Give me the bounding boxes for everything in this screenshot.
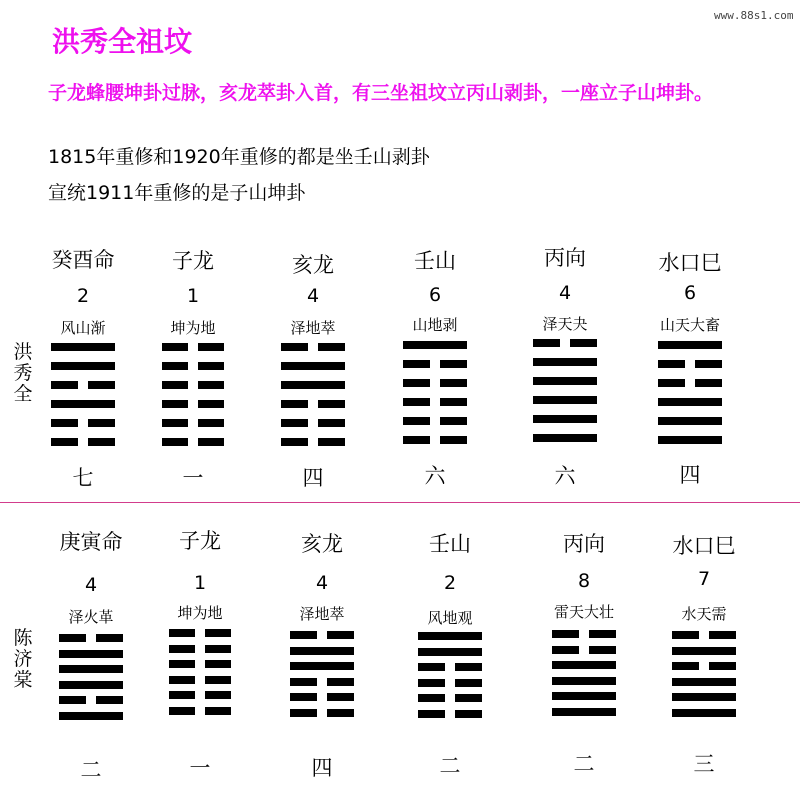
line-segment (533, 415, 597, 423)
line-segment (198, 419, 224, 427)
yang-line (552, 661, 616, 669)
line-segment (533, 434, 597, 442)
line-segment (162, 381, 188, 389)
line-segment (59, 650, 123, 658)
line-segment (162, 343, 188, 351)
yin-line (162, 362, 224, 370)
yang-line (672, 647, 736, 655)
line-segment (198, 400, 224, 408)
yin-line (403, 398, 467, 406)
yin-line (418, 694, 482, 702)
yang-line (59, 681, 123, 689)
line-segment (51, 381, 78, 389)
bottom-numeral: 四 (311, 756, 333, 780)
line-segment (205, 629, 231, 637)
column-number: 1 (193, 572, 207, 594)
hexagram (658, 341, 722, 444)
yang-line (658, 436, 722, 444)
bottom-numeral: 二 (80, 758, 102, 782)
hexagram (51, 343, 115, 446)
bottom-numeral: 二 (439, 754, 461, 778)
line-segment (169, 707, 195, 715)
hexagram-name: 水天需 (681, 605, 727, 623)
yin-line (169, 629, 231, 637)
line-segment (51, 343, 115, 351)
yin-line (162, 400, 224, 408)
line-segment (440, 436, 467, 444)
yin-line (658, 360, 722, 368)
column-number: 8 (577, 570, 591, 592)
line-segment (88, 438, 115, 446)
yang-line (552, 677, 616, 685)
column-number: 4 (558, 282, 572, 304)
line-segment (318, 419, 345, 427)
hexagram-name: 风山渐 (60, 319, 106, 337)
line-segment (162, 419, 188, 427)
yin-line (418, 663, 482, 671)
line-segment (533, 396, 597, 404)
line-segment (327, 709, 354, 717)
line-segment (59, 681, 123, 689)
line-segment (59, 712, 123, 720)
line-segment (290, 662, 354, 670)
bottom-numeral: 四 (679, 463, 701, 487)
line-segment (552, 677, 616, 685)
line-segment (51, 419, 78, 427)
line-segment (290, 678, 317, 686)
line-segment (589, 630, 616, 638)
yin-line (169, 676, 231, 684)
hexagram-name: 坤为地 (170, 319, 216, 337)
yin-line (281, 343, 345, 351)
yin-line (169, 660, 231, 668)
line-segment (709, 631, 736, 639)
column-label: 庚寅命 (59, 530, 123, 554)
intro-text: 子龙蜂腰坤卦过脉，亥龙萃卦入首，有三坐祖坟立丙山剥卦，一座立子山坤卦。 (48, 82, 714, 104)
yang-line (403, 341, 467, 349)
name-char: 全 (13, 383, 33, 405)
yin-line (59, 634, 123, 642)
line-segment (455, 663, 482, 671)
yang-line (533, 377, 597, 385)
yin-line (533, 339, 597, 347)
line-segment (169, 676, 195, 684)
yang-line (281, 362, 345, 370)
column-label: 癸酉命 (51, 248, 115, 272)
hexagram (418, 632, 482, 718)
yin-line (162, 438, 224, 446)
line-segment (552, 646, 579, 654)
yang-line (552, 708, 616, 716)
line-segment (418, 710, 445, 718)
hexagram-name: 泽地萃 (299, 605, 345, 623)
line-segment (440, 417, 467, 425)
line-segment (51, 400, 115, 408)
hexagram-name: 风地观 (427, 609, 473, 627)
column-number: 2 (76, 285, 90, 307)
line-segment (533, 377, 597, 385)
yin-line (403, 360, 467, 368)
column-number: 1 (186, 285, 200, 307)
line-segment (169, 691, 195, 699)
line-segment (418, 694, 445, 702)
line-segment (455, 694, 482, 702)
line-segment (59, 696, 86, 704)
hexagram (290, 631, 354, 717)
line-segment (672, 647, 736, 655)
line-segment (88, 419, 115, 427)
hexagram-name: 泽天夬 (542, 315, 588, 333)
line-segment (533, 339, 560, 347)
line-segment (327, 693, 354, 701)
yin-line (403, 436, 467, 444)
bottom-numeral: 七 (72, 466, 94, 490)
yin-line (169, 707, 231, 715)
yang-line (658, 417, 722, 425)
bottom-numeral: 一 (182, 466, 204, 490)
hexagram (281, 343, 345, 446)
bottom-numeral: 六 (424, 464, 446, 488)
bottom-numeral: 三 (693, 752, 715, 776)
line-segment (658, 341, 722, 349)
yang-line (672, 709, 736, 717)
line-segment (403, 398, 430, 406)
line-segment (198, 343, 224, 351)
yin-line (418, 710, 482, 718)
section-divider (0, 502, 800, 503)
line-segment (162, 400, 188, 408)
yang-line (59, 650, 123, 658)
line-segment (672, 662, 699, 670)
line-segment (658, 360, 685, 368)
line-segment (552, 661, 616, 669)
yin-line (162, 381, 224, 389)
hexagram-name: 泽地萃 (290, 319, 336, 337)
line-segment (281, 400, 308, 408)
yin-line (51, 381, 115, 389)
yin-line (281, 438, 345, 446)
yin-line (403, 417, 467, 425)
hexagram-name: 山天大畜 (659, 316, 721, 334)
bottom-numeral: 四 (302, 466, 324, 490)
hexagram (672, 631, 736, 717)
yin-line (418, 679, 482, 687)
line-segment (290, 647, 354, 655)
line-segment (169, 660, 195, 668)
line-segment (418, 632, 482, 640)
name-char: 棠 (13, 669, 33, 691)
yin-line (51, 438, 115, 446)
yang-line (59, 712, 123, 720)
line-segment (205, 660, 231, 668)
yang-line (533, 396, 597, 404)
watermark-url: www.88s1.com (714, 9, 794, 22)
yang-line (59, 665, 123, 673)
yang-line (658, 341, 722, 349)
restoration-note-1: 1815年重修和1920年重修的都是坐壬山剥卦 (48, 146, 430, 168)
line-segment (658, 436, 722, 444)
line-segment (403, 341, 467, 349)
page-title: 洪秀全祖坟 (52, 25, 193, 58)
line-segment (418, 679, 445, 687)
column-number: 4 (84, 574, 98, 596)
line-segment (51, 438, 78, 446)
line-segment (440, 360, 467, 368)
yin-line (281, 419, 345, 427)
line-segment (169, 645, 195, 653)
line-segment (327, 631, 354, 639)
line-segment (672, 631, 699, 639)
line-segment (403, 417, 430, 425)
column-label: 壬山 (429, 532, 471, 556)
column-number: 7 (697, 568, 711, 590)
yin-line (290, 693, 354, 701)
line-segment (695, 360, 722, 368)
line-segment (162, 362, 188, 370)
hexagram (59, 634, 123, 720)
yin-line (59, 696, 123, 704)
line-segment (672, 709, 736, 717)
line-segment (658, 379, 685, 387)
yin-line (290, 678, 354, 686)
yin-line (162, 419, 224, 427)
line-segment (318, 343, 345, 351)
line-segment (318, 438, 345, 446)
line-segment (290, 693, 317, 701)
restoration-note-2: 宣统1911年重修的是子山坤卦 (48, 182, 306, 204)
column-label: 亥龙 (292, 253, 334, 277)
yin-line (672, 631, 736, 639)
line-segment (403, 360, 430, 368)
yin-line (552, 646, 616, 654)
column-label: 水口巳 (672, 534, 736, 558)
hexagram (162, 343, 224, 446)
column-number: 4 (315, 572, 329, 594)
line-segment (672, 678, 736, 686)
line-segment (96, 634, 123, 642)
yin-line (672, 662, 736, 670)
line-segment (403, 436, 430, 444)
line-segment (455, 710, 482, 718)
hexagram (552, 630, 616, 716)
line-segment (59, 634, 86, 642)
yang-line (290, 662, 354, 670)
name-char: 陈 (13, 627, 33, 649)
name-char: 济 (13, 648, 33, 670)
yang-line (552, 692, 616, 700)
line-segment (198, 381, 224, 389)
yang-line (533, 358, 597, 366)
line-segment (59, 665, 123, 673)
line-segment (281, 419, 308, 427)
yin-line (169, 691, 231, 699)
line-segment (552, 692, 616, 700)
yang-line (533, 434, 597, 442)
line-segment (281, 381, 345, 389)
yin-line (290, 631, 354, 639)
line-segment (205, 645, 231, 653)
section-name-hongxiuquan (10, 342, 36, 405)
line-segment (552, 630, 579, 638)
yin-line (403, 379, 467, 387)
line-segment (440, 379, 467, 387)
line-segment (658, 417, 722, 425)
line-segment (198, 362, 224, 370)
hexagram (169, 629, 231, 715)
line-segment (281, 343, 308, 351)
line-segment (440, 398, 467, 406)
hexagram-name: 雷天大壮 (553, 603, 615, 621)
column-label: 壬山 (414, 249, 456, 273)
column-number: 6 (683, 282, 697, 304)
yang-line (51, 362, 115, 370)
hexagram (533, 339, 597, 442)
line-segment (403, 379, 430, 387)
yin-line (281, 400, 345, 408)
line-segment (290, 631, 317, 639)
yin-line (162, 343, 224, 351)
column-label: 亥龙 (301, 532, 343, 556)
hexagram-name: 山地剥 (412, 316, 458, 334)
line-segment (327, 678, 354, 686)
line-segment (418, 663, 445, 671)
line-segment (281, 362, 345, 370)
line-segment (281, 438, 308, 446)
line-segment (570, 339, 597, 347)
yang-line (672, 693, 736, 701)
column-label: 丙向 (544, 246, 586, 270)
line-segment (290, 709, 317, 717)
yang-line (281, 381, 345, 389)
yang-line (418, 632, 482, 640)
line-segment (169, 629, 195, 637)
line-segment (88, 381, 115, 389)
line-segment (418, 648, 482, 656)
yin-line (169, 645, 231, 653)
yin-line (290, 709, 354, 717)
line-segment (672, 693, 736, 701)
yang-line (672, 678, 736, 686)
bottom-numeral: 二 (573, 752, 595, 776)
line-segment (205, 676, 231, 684)
section-name-chenjitang (10, 628, 36, 691)
column-label: 丙向 (563, 532, 605, 556)
hexagram (403, 341, 467, 444)
name-char: 秀 (13, 362, 33, 384)
yang-line (51, 343, 115, 351)
yin-line (658, 379, 722, 387)
bottom-numeral: 一 (189, 756, 211, 780)
line-segment (318, 400, 345, 408)
line-segment (533, 358, 597, 366)
line-segment (695, 379, 722, 387)
bottom-numeral: 六 (554, 464, 576, 488)
name-char: 洪 (13, 341, 33, 363)
line-segment (96, 696, 123, 704)
line-segment (455, 679, 482, 687)
yang-line (658, 398, 722, 406)
column-label: 水口巳 (658, 251, 722, 275)
yang-line (290, 647, 354, 655)
hexagram-name: 坤为地 (177, 604, 223, 622)
yang-line (418, 648, 482, 656)
column-number: 2 (443, 572, 457, 594)
line-segment (552, 708, 616, 716)
line-segment (709, 662, 736, 670)
line-segment (205, 707, 231, 715)
line-segment (51, 362, 115, 370)
line-segment (589, 646, 616, 654)
line-segment (658, 398, 722, 406)
line-segment (162, 438, 188, 446)
line-segment (205, 691, 231, 699)
yang-line (51, 400, 115, 408)
yin-line (552, 630, 616, 638)
column-number: 6 (428, 284, 442, 306)
yang-line (533, 415, 597, 423)
line-segment (198, 438, 224, 446)
hexagram-name: 泽火革 (68, 608, 114, 626)
column-label: 子龙 (179, 529, 221, 553)
yin-line (51, 419, 115, 427)
column-label: 子龙 (172, 249, 214, 273)
column-number: 4 (306, 285, 320, 307)
